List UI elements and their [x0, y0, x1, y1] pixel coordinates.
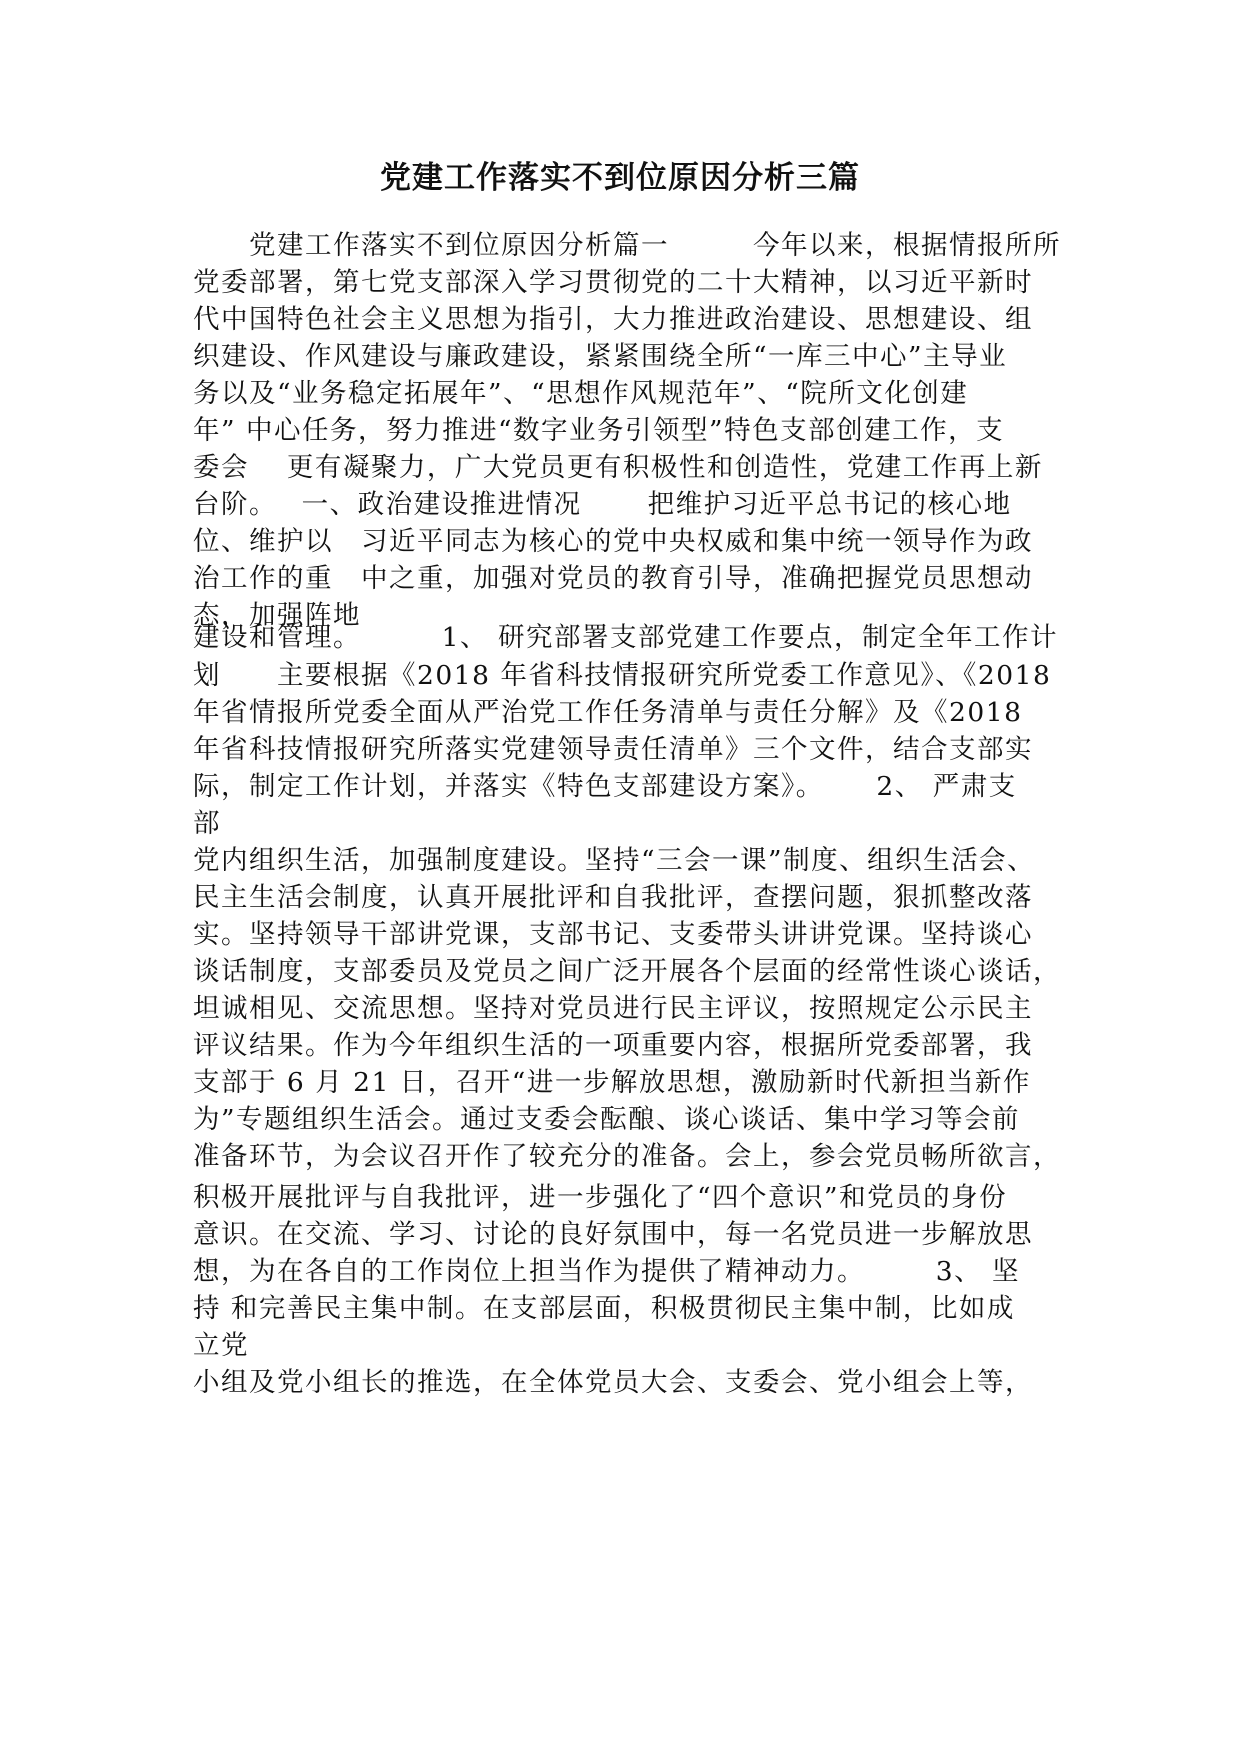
body-text-line: 治工作的重 中之重，加强对党员的教育引导，准确把握党员思想动	[193, 563, 1033, 594]
body-text-line: 实。坚持领导干部讲党课，支部书记、支委带头讲讲党课。坚持谈心	[193, 919, 1033, 950]
body-text-line: 年” 中心任务，努力推进“数字业务引领型”特色支部创建工作，支	[193, 415, 1005, 446]
body-text-line: 党内组织生活，加强制度建设。坚持“三会一课”制度、组织生活会、	[193, 845, 1036, 876]
body-text-line: 际，制定工作计划，并落实《特色支部建设方案》。 2、 严肃支	[193, 771, 1017, 802]
body-text-line: 务以及“业务稳定拓展年”、“思想作风规范年”、“院所文化创建	[193, 378, 969, 409]
body-text-line: 织建设、作风建设与廉政建设，紧紧围绕全所“一库三中心”主导业	[193, 341, 1008, 372]
body-text-line: 党建工作落实不到位原因分析篇一 今年以来，根据情报所所	[193, 230, 1061, 261]
body-text-line: 谈话制度，支部委员及党员之间广泛开展各个层面的经常性谈心谈话，	[193, 956, 1061, 987]
body-text-line: 想，为在各自的工作岗位上担当作为提供了精神动力。 3、 坚	[193, 1256, 1021, 1287]
body-text-line: 部	[193, 808, 221, 839]
body-text-line: 划 主要根据《2018 年省科技情报研究所党委工作意见》、《2018	[193, 660, 1052, 691]
body-text-line: 建设和管理。 1、 研究部署支部党建工作要点，制定全年工作计	[193, 622, 1058, 653]
body-text-line: 立党	[193, 1330, 249, 1361]
body-text-line: 年省情报所党委全面从严治党工作任务清单与责任分解》及《2018	[193, 697, 1023, 728]
body-text-line: 意识。在交流、学习、讨论的良好氛围中，每一名党员进一步解放思	[193, 1219, 1033, 1250]
body-text-line: 民主生活会制度，认真开展批评和自我批评，查摆问题，狠抓整改落	[193, 882, 1033, 913]
body-text-line: 小组及党小组长的推选，在全体党员大会、支委会、党小组会上等，	[193, 1367, 1033, 1398]
body-text-line: 委会 更有凝聚力，广大党员更有积极性和创造性，党建工作再上新	[193, 452, 1043, 483]
body-text-line: 为”专题组织生活会。通过支委会酝酿、谈心谈话、集中学习等会前	[193, 1104, 1021, 1135]
body-text-line: 位、维护以 习近平同志为核心的党中央权威和集中统一领导作为政	[193, 526, 1033, 557]
body-text-line: 年省科技情报研究所落实党建领导责任清单》三个文件，结合支部实	[193, 734, 1033, 765]
body-text-line: 评议结果。作为今年组织生活的一项重要内容，根据所党委部署，我	[193, 1030, 1033, 1061]
body-text-line: 积极开展批评与自我批评，进一步强化了“四个意识”和党员的身份	[193, 1182, 1008, 1213]
body-text-line: 准备环节，为会议召开作了较充分的准备。会上，参会党员畅所欲言，	[193, 1141, 1061, 1172]
body-text-line: 支部于 6 月 21 日，召开“进一步解放思想，激励新时代新担当新作	[193, 1067, 1031, 1098]
document-title: 党建工作落实不到位原因分析三篇	[380, 160, 860, 196]
body-text-line: 持 和完善民主集中制。在支部层面，积极贯彻民主集中制，比如成	[193, 1293, 1015, 1324]
body-text-line: 坦诚相见、交流思想。坚持对党员进行民主评议，按照规定公示民主	[193, 993, 1033, 1024]
body-text-line: 党委部署，第七党支部深入学习贯彻党的二十大精神，以习近平新时	[193, 267, 1033, 298]
body-text-line: 台阶。 一、政治建设推进情况 把维护习近平总书记的核心地	[193, 489, 1012, 520]
body-text-line: 态，加强阵地	[193, 600, 361, 631]
body-text-line: 代中国特色社会主义思想为指引，大力推进政治建设、思想建设、组	[193, 304, 1033, 335]
